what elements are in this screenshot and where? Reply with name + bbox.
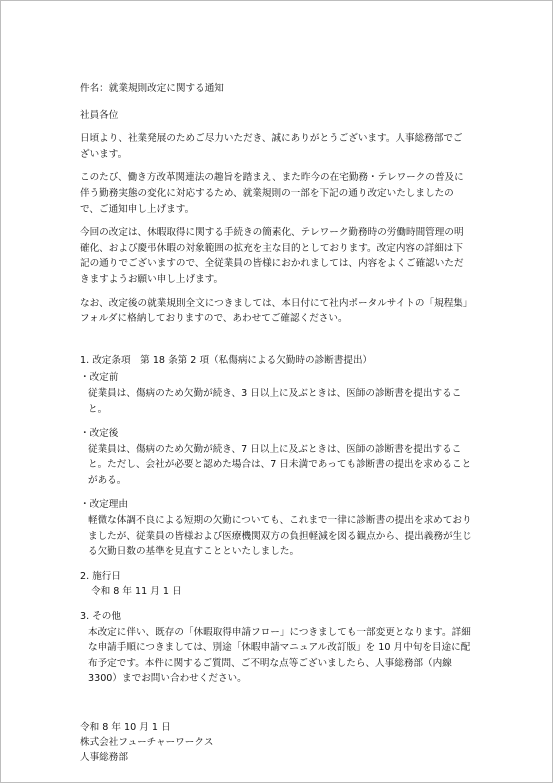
item-3-title: 3. その他: [80, 611, 121, 623]
other-text: 本改定に伴い、既存の「休暇取得申請フロー」につきましても一部変更となります。詳細な申請手順につきましては、別途「休暇申請マニュアル改訂版」を 10 月中旬を目途に配布予定です。本件に関するご質問、ご不明な点等ございましたら、人事総務部（内線 3300）までお問い合わせください。: [88, 626, 471, 685]
details-paragraph: 今回の改定は、休暇取得に関する手続きの簡素化、テレワーク勤務時の労働時間管理の明確化、および慶弔休暇の対象範囲の拡充を主な目的としております。改定内容の詳細は下記の通りでございますので、全従業員の皆様におかれましては、内容をよくご確認いただきますようお願い申し上げます。: [80, 227, 464, 285]
purpose-paragraph: このたび、働き方改革関連法の趣旨を踏まえ、また昨今の在宅勤務・テレワークの普及に伴う勤務実態の変化に対応するため、就業規則の一部を下記の通り改定いたしましたので、ご通知申し上げます。: [80, 172, 464, 215]
subject-line: 件名：就業規則改定に関する通知: [80, 83, 224, 94]
item-3: [80, 609, 472, 687]
item-2-title: 2. 施行日: [80, 570, 121, 582]
before-label: ・改定前: [80, 372, 119, 384]
item-1: [80, 353, 472, 560]
after-text: 従業員は、傷病のため欠勤が続き、7 日以上に及ぶときは、医師の診断書を提出すること。ただし、会社が必要と認めた場合は、7 日未満であっても診断書の提出を求めることがある。: [88, 443, 472, 486]
effective-date: 令和 8 年 11 月 1 日: [91, 586, 182, 598]
item-1-title: 1. 改定条項 第 18 条第 2 項（私傷病による欠勤時の診断書提出）: [80, 354, 373, 366]
item-2: [80, 569, 472, 600]
reason-text: 軽微な体調不良による短期の欠勤についても、これまで一律に診断書の提出を求めておりましたが、従業員の皆様および医療機関双方の負担軽減を図る観点から、提出義務が生じる欠勤日数の基準を見直すことといたしました。: [88, 515, 472, 558]
before-text: 従業員は、傷病のため欠勤が続き、3 日以上に及ぶときは、医師の診断書を提出すること。: [88, 387, 462, 415]
reason-label: ・改定理由: [80, 499, 128, 511]
signature-block: [80, 720, 472, 765]
department-name: 人事総務部: [80, 752, 128, 763]
portal-paragraph: なお、改定後の就業規則全文につきましては、本日付にて社内ポータルサイトの「規程集」フォルダに格納しておりますので、あわせてご確認ください。: [80, 297, 468, 325]
after-label: ・改定後: [80, 428, 119, 440]
issue-date: 令和 8 年 10 月 1 日: [80, 722, 171, 733]
salutation: 社員各位: [80, 109, 119, 121]
intro-paragraph: 日頃より、社業発展のためご尽力いただき、誠にありがとうございます。人事総務部でございます。: [80, 133, 463, 160]
notice-body: [80, 81, 472, 765]
company-name: 株式会社フューチャーワークス: [80, 737, 214, 748]
